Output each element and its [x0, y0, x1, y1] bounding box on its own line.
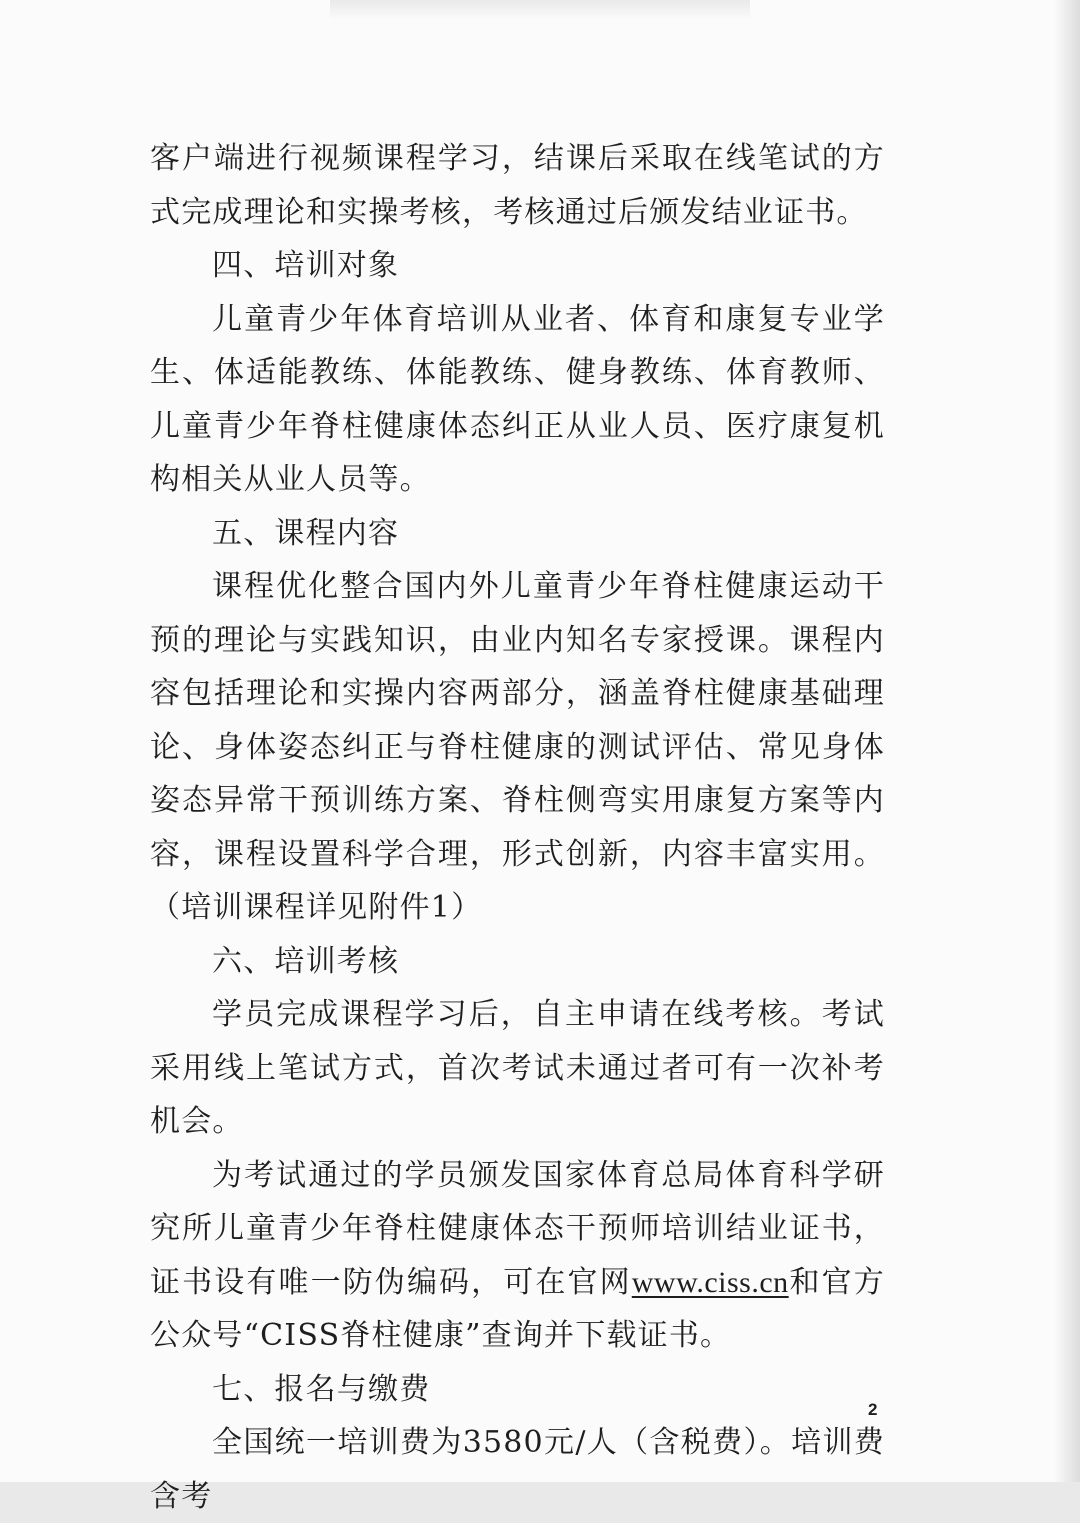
- certificate-text-after: 和官方公众号“CISS脊柱健康”查询并下载证书。: [150, 1264, 885, 1353]
- training-target-paragraph: 儿童青少年体育培训从业者、体育和康复专业学生、体适能教练、体能教练、健身教练、体育教师、儿童青少年脊柱健康体态纠正从业人员、医疗康复机构相关从业人员等。: [150, 301, 885, 497]
- certificate-text-before: 为考试通过的学员颁发国家体育总局体育科学研究所儿童青少年脊柱健康体态干预师培训结业证书，证书设有唯一防伪编码，可在官网: [150, 1157, 885, 1300]
- scan-shadow: [330, 0, 750, 20]
- registration-fee-paragraph: 全国统一培训费为3580元/人（含税费）。培训费含考: [150, 1425, 885, 1514]
- page-number: 2: [868, 1400, 878, 1419]
- section-heading-registration-fee: 七、报名与缴费: [212, 1371, 431, 1407]
- document-body: [150, 132, 885, 1523]
- certificate-paragraph: [150, 1149, 885, 1363]
- section-heading-training-assessment: 六、培训考核: [212, 943, 400, 979]
- assessment-paragraph: 学员完成课程学习后，自主申请在线考核。考试采用线上笔试方式，首次考试未通过者可有一次补考机会。: [150, 997, 885, 1139]
- official-website-link[interactable]: www.ciss.cn: [631, 1265, 789, 1299]
- section-heading-course-content: 五、课程内容: [212, 515, 400, 551]
- course-content-paragraph: 课程优化整合国内外儿童青少年脊柱健康运动干预的理论与实践知识，由业内知名专家授课。课程内容包括理论和实操内容两部分，涵盖脊柱健康基础理论、身体姿态纠正与脊柱健康的测试评估、常见身体姿态异常干预训练方案、脊柱侧弯实用康复方案等内容，课程设置科学合理，形式创新，内容丰富实用。（培训课程详见附件1）: [150, 569, 885, 925]
- section-heading-training-target: 四、培训对象: [212, 248, 400, 283]
- continuation-paragraph: 客户端进行视频课程学习，结课后采取在线笔试的方式完成理论和实操考核，考核通过后颁发结业证书。: [150, 141, 885, 230]
